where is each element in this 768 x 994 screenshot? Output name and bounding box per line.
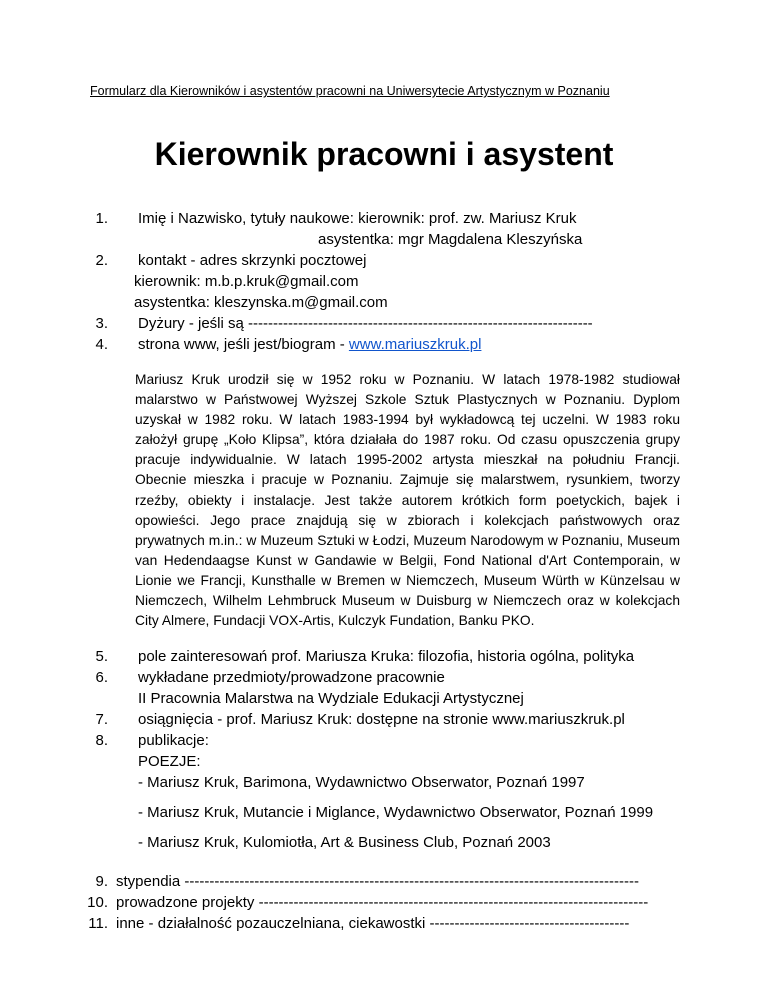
scholarships-text: stypendia ------------------------------------------------------------------------------------------- [116,873,639,890]
list-number: 6. [95,669,108,686]
name-titles-text: Imię i Nazwisko, tytuły naukowe: kierownik: prof. zw. Mariusz Kruk [138,210,577,227]
list-number: 5. [95,648,108,665]
subjects-text: II Pracownia Malarstwa na Wydziale Edukacji Artystycznej [138,690,524,707]
subjects-label: wykładane przedmioty/prowadzone pracownie [138,669,445,686]
interests-text: pole zainteresowań prof. Mariusza Kruka: filozofia, historia ogólna, polityka [138,648,635,665]
projects-text: prowadzone projekty ------------------------------------------------------------------------------ [116,894,649,911]
poetry-heading: POEZJE: [138,753,201,770]
list-number: 1. [95,210,108,227]
publication-item: - Mariusz Kruk, Barimona, Wydawnictwo Obserwator, Poznań 1997 [138,774,585,791]
list-number: 7. [95,711,108,728]
publication-item: - Mariusz Kruk, Mutancie i Miglance, Wydawnictwo Obserwator, Poznań 1999 [138,804,654,821]
contact-label: kontakt - adres skrzynki pocztowej [138,252,367,269]
duty-hours-text: Dyżury - jeśli są --------------------------------------------------------------------- [138,315,593,332]
list-number: 4. [95,336,108,353]
website-label: strona www, jeśli jest/biogram - [138,336,349,353]
biography-paragraph: Mariusz Kruk urodził się w 1952 roku w Poznaniu. W latach 1978-1982 studiował malarstwo w Państwowej Wyższej Szkole Sztuk Plastycznych w Poznaniu. Dyplom uzyskał w 1982 roku. W latach 1983-1994 był wykładowcą tej uczelni. W 1983 roku założył grupę „Koło Klipsa”, która działała do 1987 roku. Od czasu opuszczenia grupy pracuje indywidualnie. W latach 1995-2002 artysta mieszkał na południu Francji. Obecnie mieszka i pracuje w Poznaniu. Zajmuje się malarstwem, rysunkiem, tworzy rzeźby, obiekty i instalacje. Jest także autorem krótkich form poetyckich, bajek i opowieści. Jego prace znajdują się w zbiorach i kolekcjach państwowych oraz prywatnych m.in.: w Muzeum Sztuki w Łodzi, Muzeum Narodowym w Poznaniu, Museum van Hedendaagse Kunst w Gandawie w Belgii, Fond National d'Art Contemporain, w Lionie we Francji, Kunsthalle w Bremen w Niemczech, Museum Würth w Künzelsau w Niemczech, Wilhelm Lehmbruck Museum w Duisburg w Niemczech oraz w kolekcjach City Almere, Fundacji VOX-Artis, Kulczyk Fundation, Banku PKO. [135,372,680,629]
assistant-name-text: asystentka: mgr Magdalena Kleszyńska [318,231,583,248]
list-number: 2. [95,252,108,269]
list-number: 8. [95,732,108,749]
list-number: 9. [95,873,108,890]
achievements-text: osiągnięcia - prof. Mariusz Kruk: dostępne na stronie www.mariuszkruk.pl [138,711,625,728]
form-title: Formularz dla Kierowników i asystentów pracowni na Uniwersytecie Artystycznym w Poznaniu [90,84,610,98]
assistant-email-text: asystentka: kleszynska.m@gmail.com [134,294,388,311]
website-line [138,336,481,354]
list-number: 10. [87,894,108,911]
list-number: 11. [88,915,108,932]
page-title: Kierownik pracowni i asystent [154,136,614,172]
other-activities-text: inne - działalność pozauczelniana, ciekawostki ---------------------------------------- [116,915,630,932]
publications-label: publikacje: [138,732,209,749]
list-number: 3. [95,315,108,332]
leader-email-text: kierownik: m.b.p.kruk@gmail.com [134,273,359,290]
publication-item: - Mariusz Kruk, Kulomiotła, Art & Business Club, Poznań 2003 [138,834,551,851]
website-link[interactable]: www.mariuszkruk.pl [348,336,482,353]
